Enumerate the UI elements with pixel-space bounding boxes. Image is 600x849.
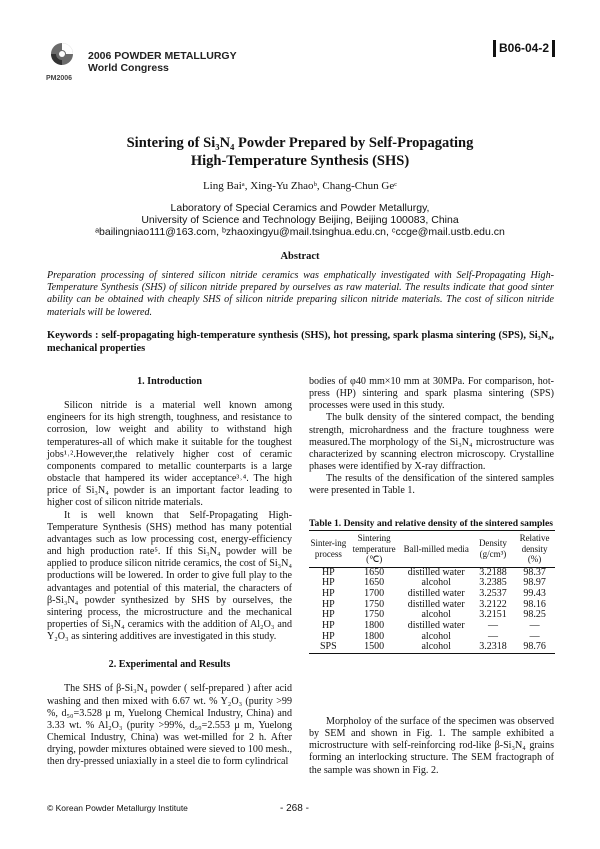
right-column-bottom: [309, 716, 554, 777]
keywords-label: Keywords :: [47, 330, 99, 341]
density-table-wrapper: [309, 530, 555, 654]
table-cell: HP: [321, 620, 335, 632]
table-cell: —: [529, 620, 540, 632]
keywords: [47, 330, 554, 355]
table-cell: 98.37: [523, 566, 546, 578]
table-cell: 99.43: [523, 587, 546, 599]
table-cell: distilled water: [407, 620, 465, 632]
table-cell: distilled water: [407, 587, 465, 599]
table-cell: HP: [321, 577, 335, 589]
table-caption: Table 1. Density and relative density of the sintered samples: [309, 518, 553, 529]
conference-line-1: 2006 POWDER METALLURGY: [88, 50, 237, 62]
density-table: [309, 530, 555, 654]
paper-title: [60, 135, 540, 170]
table-cell: 98.25: [523, 609, 546, 621]
right-paragraph-2: The bulk density of the sintered compact, the bending strength, microhardness and the fracture toughness were measured.The morphology of the Si₃N₄ microstructure was characterized by scanning electron microscopy. Crystalline phases were identified by X-ray diffraction.: [309, 412, 554, 473]
table-cell: —: [487, 630, 498, 642]
table-cell: 3.2151: [479, 609, 507, 621]
table-cell: 1800: [364, 630, 385, 642]
table-row: [309, 589, 555, 600]
affiliation-line-1: Laboratory of Special Ceramics and Powder Metallurgy,: [170, 202, 430, 214]
table-cell: SPS: [320, 641, 337, 653]
table-cell: 1800: [364, 620, 385, 632]
abstract-heading: Abstract: [280, 251, 320, 262]
affiliation: [30, 202, 570, 239]
table-header-cell: Relative density (%): [519, 533, 550, 564]
pm2006-logo: [46, 40, 78, 80]
table-header-cell: Sintering temperature (℃): [352, 533, 396, 564]
table-cell: 1700: [364, 587, 385, 599]
table-cell: 3.2385: [479, 577, 507, 589]
intro-paragraph-2: It is well known that Self-Propagating High-Temperature Synthesis (SHS) method has many potential advantages such as low processing cost, energy-efficiency and high production rate⁵. If this Si₃N₄ powder will be applied to produce silicon nitride ceramics, the cost of Si₃N₄ productions will be lowered. In order to give full play to the advantages and potential of this material, the characters of β-Si₃N₄ powder synthesized by SHS by ourselves, the sintering process, the microstructure and the mechanical properties of Si₃N₄ ceramics with the addition of Al₂O₃ and Y₂O₃ as sintering additives are investigated in this study.: [47, 509, 292, 643]
table-cell: 98.76: [523, 641, 546, 653]
table-cell: HP: [321, 609, 335, 621]
table-cell: 3.2318: [479, 641, 507, 653]
table-cell: 1750: [364, 598, 385, 610]
logo-year: PM2006: [46, 75, 73, 82]
paper-code: B06-04-2: [499, 41, 550, 55]
title-line-1: Sintering of Si₃N₄ Powder Prepared by Self-Propagating: [126, 135, 474, 151]
authors: Ling Baiᵃ, Xing-Yu Zhaoᵇ, Chang-Chun Geᶜ: [202, 180, 398, 192]
table-cell: HP: [321, 598, 335, 610]
table-cell: 98.16: [523, 598, 546, 610]
table-cell: distilled water: [407, 598, 465, 610]
footer-copyright: © Korean Powder Metallurgy Institute: [47, 803, 188, 813]
table-cell: 98.97: [523, 577, 546, 589]
intro-paragraph-1: Silicon nitride is a material well known among engineers for its high strength, toughness, and resistance to corrosion, low weight and ability to withstand high temperatures-all of which make it suitable for the toughest jobs¹˒².However,the relatively higher cost of ceramic components compared to metallic counterparts is a large obstacle that hampered its wider acceptance³˒⁴. The high price of Si₃N₄ powder is an important factor leading to higher cost of silicon nitride materials.: [47, 400, 292, 509]
table-cell: 1500: [364, 641, 385, 653]
table-cell: alcohol: [421, 609, 451, 621]
table-cell: 3.2537: [479, 587, 507, 599]
right-column-top: [309, 376, 554, 498]
table-header-cell: Sinter-ing process: [310, 538, 347, 559]
table-cell: alcohol: [421, 630, 451, 642]
abstract-text: Preparation processing of sintered silicon nitride ceramics was emphatically investigated with Self-Propagating High-Temperature Synthesis (SHS) of silicon nitride prepared by ourselves as raw material. The results indicate that good sinter ability can be obtained with cheaply SHS of silicon nitride preparing silicon nitride materials. The cost of silicon nitride materials will be lowered.: [47, 270, 554, 318]
table-cell: distilled water: [407, 566, 465, 578]
conference-name: [88, 50, 237, 74]
table-cell: 1650: [364, 577, 385, 589]
table-cell: 1750: [364, 609, 385, 621]
table-cell: HP: [321, 566, 335, 578]
affiliation-emails: ᵃbailingniao111@163.com, ᵇzhaoxingyu@mail.tsinghua.edu.cn, ᶜccge@mail.ustb.edu.cn: [95, 226, 505, 239]
table-header-row: [309, 531, 555, 568]
right-paragraph-4: Morpholoy of the surface of the specimen was observed by SEM and shown in Fig. 1. The sample exhibited a microstructure with self-reinforcing rod-like β-Si₃N₄ grains forming an interlocking structure. The SEM fractograph of the sample was shown in Fig. 2.: [309, 716, 554, 776]
right-paragraph-3: The results of the densification of the sintered samples were presented in Table 1.: [309, 473, 554, 497]
table-row: [309, 642, 555, 653]
left-column: [47, 376, 292, 769]
paper-code-badge: [493, 40, 555, 57]
table-cell: —: [487, 620, 498, 632]
page-number: - 268 -: [280, 803, 309, 814]
title-line-2: High-Temperature Synthesis (SHS): [190, 152, 410, 169]
right-paragraph-1: bodies of φ40 mm×10 mm at 30MPa. For comparison, hot-press (HP) sintering and spark plasma sintering (SPS) processes were used in this study.: [309, 376, 554, 412]
table-cell: alcohol: [421, 641, 451, 653]
table-cell: HP: [321, 630, 335, 642]
keywords-text: self-propagating high-temperature synthesis (SHS), hot pressing, spark plasma sintering (SPS), Si₃N₄, mechanical properties: [47, 330, 554, 354]
table-cell: 3.2188: [479, 566, 507, 578]
affiliation-line-2: University of Science and Technology Beijing, Beijing 100083, China: [141, 214, 459, 227]
conference-line-2: World Congress: [88, 62, 169, 74]
table-cell: —: [529, 630, 540, 642]
experimental-paragraph-1: The SHS of β-Si₃N₄ powder ( self-prepared ) after acid washing and then mixed with 6.67 wt. % Y₂O₃ (purity >99 %, d₅₀=3.528 μ m, Yuelong Chemical Industry, China) and 3.33 wt. % Al₂O₃ (purity >99%, d₅₀=2.553 μ m, Yuelong Chemical Industry, China) was wet-milled for 2 h. After drying, powder mixtures obtained were sieved to 100 mesh., then dry-pressed uniaxially in a steel die to form cylindrical: [47, 683, 292, 768]
swirl-logo-icon: [46, 40, 78, 68]
table-cell: 3.2122: [479, 598, 507, 610]
table-cell: 1650: [364, 566, 385, 578]
section-heading-experimental: 2. Experimental and Results: [108, 659, 231, 671]
table-header-cell: Density (g/cm³): [478, 538, 507, 559]
table-header-cell: Ball-milled media: [403, 543, 469, 554]
section-heading-introduction: 1. Introduction: [137, 376, 202, 387]
table-cell: HP: [321, 587, 335, 599]
table-cell: alcohol: [421, 577, 451, 589]
